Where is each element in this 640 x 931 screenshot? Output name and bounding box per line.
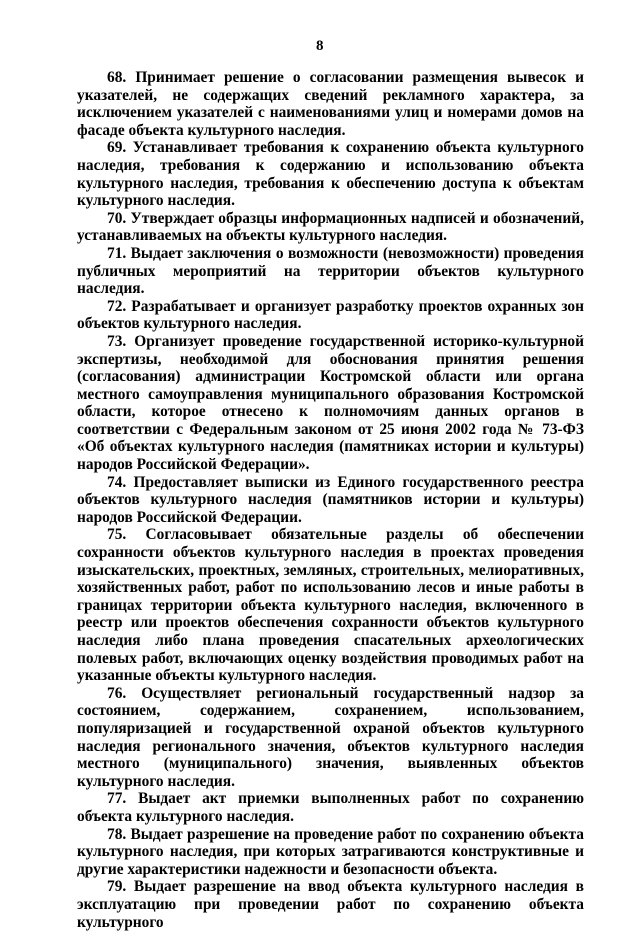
- paragraph-76: 76. Осуществляет региональный государственный надзор за состоянием, содержанием, сохранением, использованием, популяризацией и государственной охраной объектов культурного наследия регионального значения, объектов культурного наследия местного (муниципального) значения, выявленных объектов культурного наследия.: [77, 684, 584, 790]
- paragraph-78: 78. Выдает разрешение на проведение работ по сохранению объекта культурного наследия, при которых затрагиваются конструктивные и другие характеристики надежности и безопасности объекта.: [77, 825, 584, 878]
- paragraph-73: 73. Организует проведение государственной историко-культурной экспертизы, необходимой для обоснования принятия решения (согласования) администрации Костромской области или органа местного самоуправления муниципального образования Костромской области, которое отнесено к полномочиям данных органов в соответствии с Федеральным законом от 25 июня 2002 года № 73-ФЗ «Об объектах культурного наследия (памятниках истории и культуры) народов Российской Федерации».: [77, 332, 584, 474]
- paragraph-75: 75. Согласовывает обязательные разделы об обеспечении сохранности объектов культурного наследия в проектах проведения изыскательских, проектных, земляных, строительных, мелиоративных, хозяйственных работ, работ по использованию лесов и иные работы в границах территории объекта культурного наследия, включенного в реестр или проектов обеспечения сохранности объектов культурного наследия либо плана проведения спасательных археологических полевых работ, включающих оценку воздействия проводимых работ на указанные объекты культурного наследия.: [77, 526, 584, 685]
- paragraph-69: 69. Устанавливает требования к сохранению объекта культурного наследия, требования к содержанию и использованию объекта культурного наследия, требования к обеспечению доступа к объектам культурного наследия.: [77, 139, 584, 210]
- paragraph-72: 72. Разрабатывает и организует разработку проектов охранных зон объектов культурного наследия.: [77, 297, 584, 333]
- paragraph-70: 70. Утверждает образцы информационных надписей и обозначений, устанавливаемых на объекты культурного наследия.: [77, 209, 584, 245]
- paragraph-79: 79. Выдает разрешение на ввод объекта культурного наследия в эксплуатацию при проведении работ по сохранению объекта культурного: [77, 878, 584, 931]
- paragraph-74: 74. Предоставляет выписки из Единого государственного реестра объектов культурного наследия (памятников истории и культуры) народов Российской Федерации.: [77, 473, 584, 526]
- page-number: 8: [316, 38, 324, 54]
- paragraph-77: 77. Выдает акт приемки выполненных работ по сохранению объекта культурного наследия.: [77, 790, 584, 825]
- document-body: [77, 69, 584, 931]
- paragraph-71: 71. Выдает заключения о возможности (невозможности) проведения публичных мероприятий на территории объектов культурного наследия.: [77, 244, 584, 298]
- paragraph-68: 68. Принимает решение о согласовании размещения вывесок и указателей, не содержащих сведений рекламного характера, за исключением указателей с наименованиями улиц и номерами домов на фасаде объекта культурного наследия.: [77, 69, 584, 139]
